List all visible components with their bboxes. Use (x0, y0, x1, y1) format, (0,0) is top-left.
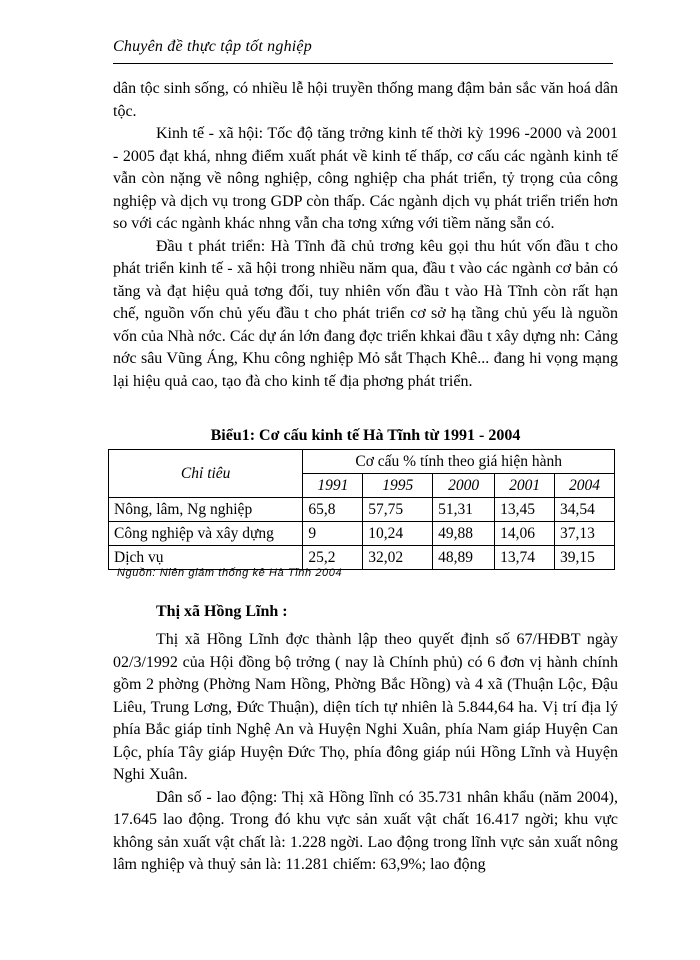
value-cell: 37,13 (555, 522, 615, 546)
value-cell: 49,88 (433, 522, 495, 546)
value-cell: 9 (303, 522, 363, 546)
value-cell: 34,54 (555, 498, 615, 522)
page-header: Chuyên đề thực tập tốt nghiệp (113, 38, 312, 55)
group-header-cell: Cơ cấu % tính theo giá hiện hành (303, 450, 615, 474)
row-header-cell: Chỉ tiêu (109, 450, 303, 498)
paragraph: Kinh tế - xã hội: Tốc độ tăng trởng kinh tế thời kỳ 1996 -2000 và 2001 - 2005 đạt khá, nhng điểm xuất phát về kinh tế thấp, cơ cấu các ngành kinh tế vẫn còn nặng về nông nghiệp, công nghiệp cha phát triển, tỷ trọng của công nghiệp và dịch vụ trong GDP còn thấp. Các ngành dịch vụ phát triển triển hơn so với các ngành khác nhng vẫn cha tơng xứng với tiềm năng sẵn có. (113, 125, 618, 232)
value-cell: 57,75 (363, 498, 433, 522)
row-label: Dịch vụ (109, 546, 303, 570)
table-caption: Biểu1: Cơ cấu kinh tế Hà Tĩnh từ 1991 - 2004 (210, 427, 521, 444)
value-cell: 10,24 (363, 522, 433, 546)
body-bottom (113, 629, 618, 877)
table-row (109, 498, 615, 522)
year-cell: 2001 (495, 474, 555, 498)
table-row (109, 546, 615, 570)
paragraph: dân tộc sinh sống, có nhiều lễ hội truyền thống mang đậm bản sắc văn hoá dân tộc. (113, 80, 618, 120)
table-source-note: Nguồn: Niên giám thống kê Hà Tĩnh 2004 (117, 567, 343, 579)
year-cell: 2004 (555, 474, 615, 498)
value-cell: 51,31 (433, 498, 495, 522)
body-top (113, 78, 618, 393)
row-label: Nông, lâm, Ng nghiệp (109, 498, 303, 522)
value-cell: 39,15 (555, 546, 615, 570)
section-heading: Thị xã Hồng Lĩnh : (156, 603, 288, 620)
value-cell: 25,2 (303, 546, 363, 570)
table-row (109, 522, 615, 546)
value-cell: 14,06 (495, 522, 555, 546)
paragraph: Dân số - lao động: Thị xã Hồng lĩnh có 35.731 nhân khẩu (năm 2004), 17.645 lao động. Trong đó khu vực sản xuất vật chất 16.417 ngời; khu vực không sản xuất vật chất là: 1.228 ngời. Lao động trong lĩnh vực sản xuất nông lâm nghiệp và thuỷ sản là: 11.281 chiếm: 63,9%; lao động (113, 788, 618, 873)
year-cell: 1991 (303, 474, 363, 498)
value-cell: 65,8 (303, 498, 363, 522)
header-divider (113, 63, 613, 64)
paragraph: Thị xã Hồng Lĩnh đợc thành lập theo quyết định số 67/HĐBT ngày 02/3/1992 của Hội đồng bộ trởng ( nay là Chính phủ) có 6 đơn vị hành chính gồm 2 phờng (Phờng Nam Hồng, Phờng Bắc Hồng) và 4 xã (Thuận Lộc, Đậu Liêu, Trung Lơng, Đức Thuận), diện tích tự nhiên là 5.844,64 ha. Vị trí địa lý phía Bắc giáp tỉnh Nghệ An và Huyện Nghi Xuân, phía Nam giáp Huyện Can Lộc, phía Tây giáp Huyện Đức Thọ, phía đông giáp núi Hồng Lĩnh và Huyện Nghi Xuân. (113, 631, 618, 783)
value-cell: 32,02 (363, 546, 433, 570)
value-cell: 13,74 (495, 546, 555, 570)
table-header-row (109, 450, 615, 474)
year-cell: 1995 (363, 474, 433, 498)
row-label: Công nghiệp và xây dựng (109, 522, 303, 546)
value-cell: 48,89 (433, 546, 495, 570)
economic-structure-table (108, 449, 615, 570)
value-cell: 13,45 (495, 498, 555, 522)
paragraph: Đầu t phát triển: Hà Tĩnh đã chủ trơng kêu gọi thu hút vốn đầu t cho phát triển kinh tế - xã hội trong nhiều năm qua, đầu t vào các ngành cơ bản có tăng và đạt hiệu quả tơng đối, tuy nhiên vốn đầu t vào Hà Tĩnh còn rất hạn chế, nguồn vốn chủ yếu đầu t cho phát triển cơ sở hạ tầng chủ yếu là nguồn vốn của Nhà nớc. Các dự án lớn đang đợc triển khkai đầu t xây dựng nh: Cảng nớc sâu Vũng Áng, Khu công nghiệp Mỏ sắt Thạch Khê... đang hi vọng mạng lại hiệu quả cao, tạo đà cho kinh tế địa phơng phát triển. (113, 237, 618, 390)
year-cell: 2000 (433, 474, 495, 498)
